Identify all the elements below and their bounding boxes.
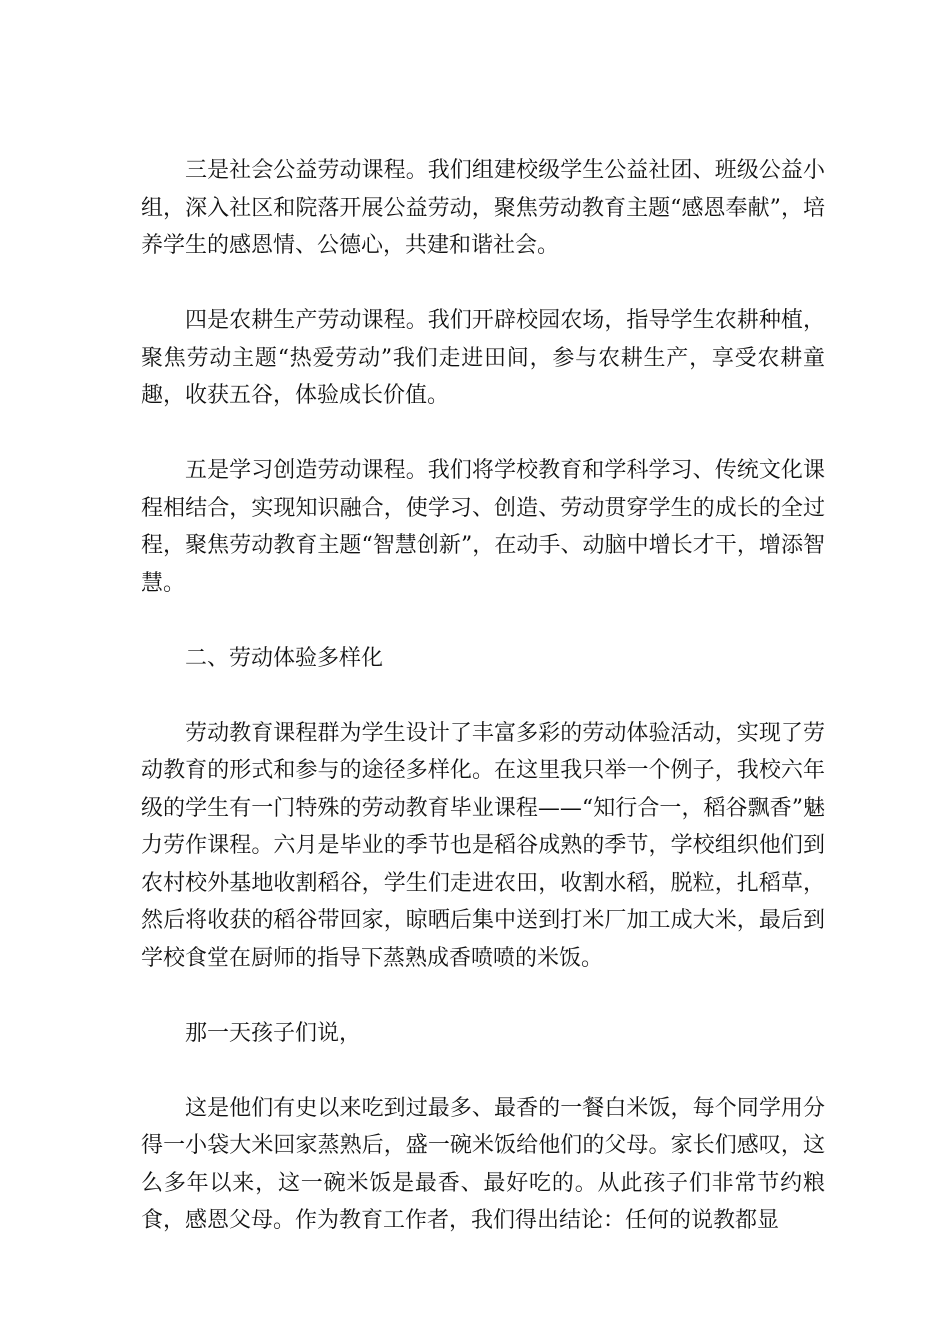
- paragraph-farming-course: 四是农耕生产劳动课程。我们开辟校园农场，指导学生农耕种植，聚焦劳动主题“热爱劳动”我们走进田间，参与农耕生产，享受农耕童趣，收获五谷，体验成长价值。: [141, 308, 825, 408]
- paragraph-community-service-course: 三是社会公益劳动课程。我们组建校级学生公益社团、班级公益小组，深入社区和院落开展公益劳动，聚焦劳动教育主题“感恩奉献”，培养学生的感恩情、公德心，共建和谐社会。: [141, 158, 825, 258]
- paragraph-labor-experience: 劳动教育课程群为学生设计了丰富多彩的劳动体验活动，实现了劳动教育的形式和参与的途径多样化。在这里我只举一个例子，我校六年级的学生有一门特殊的劳动教育毕业课程——“知行合一，稻谷飘香”魅力劳作课程。六月是毕业的季节也是稻谷成熟的季节，学校组织他们到农村校外基地收割稻谷，学生们走进农田，收割水稻，脱粒，扎稻草，然后将收获的稻谷带回家，晾晒后集中送到打米厂加工成大米，最后到学校食堂在厨师的指导下蒸熟成香喷喷的米饭。: [141, 720, 825, 971]
- section-heading: 二、劳动体验多样化: [185, 645, 384, 671]
- paragraph-rice-meal: 这是他们有史以来吃到过最多、最香的一餐白米饭，每个同学用分得一小袋大米回家蒸熟后，盛一碗米饭给他们的父母。家长们感叹，这么多年以来，这一碗米饭是最香、最好吃的。从此孩子们非常节约粮食，感恩父母。作为教育工作者，我们得出结论：任何的说教都显: [141, 1095, 825, 1233]
- document-body: [141, 152, 825, 1277]
- paragraph-learning-creation-course: 五是学习创造劳动课程。我们将学校教育和学科学习、传统文化课程相结合，实现知识融合，使学习、创造、劳动贯穿学生的成长的全过程，聚焦劳动教育主题“智慧创新”，在动手、动脑中增长才干，增添智慧。: [141, 458, 825, 596]
- paragraph-children-said: 那一天孩子们说，: [185, 1020, 362, 1046]
